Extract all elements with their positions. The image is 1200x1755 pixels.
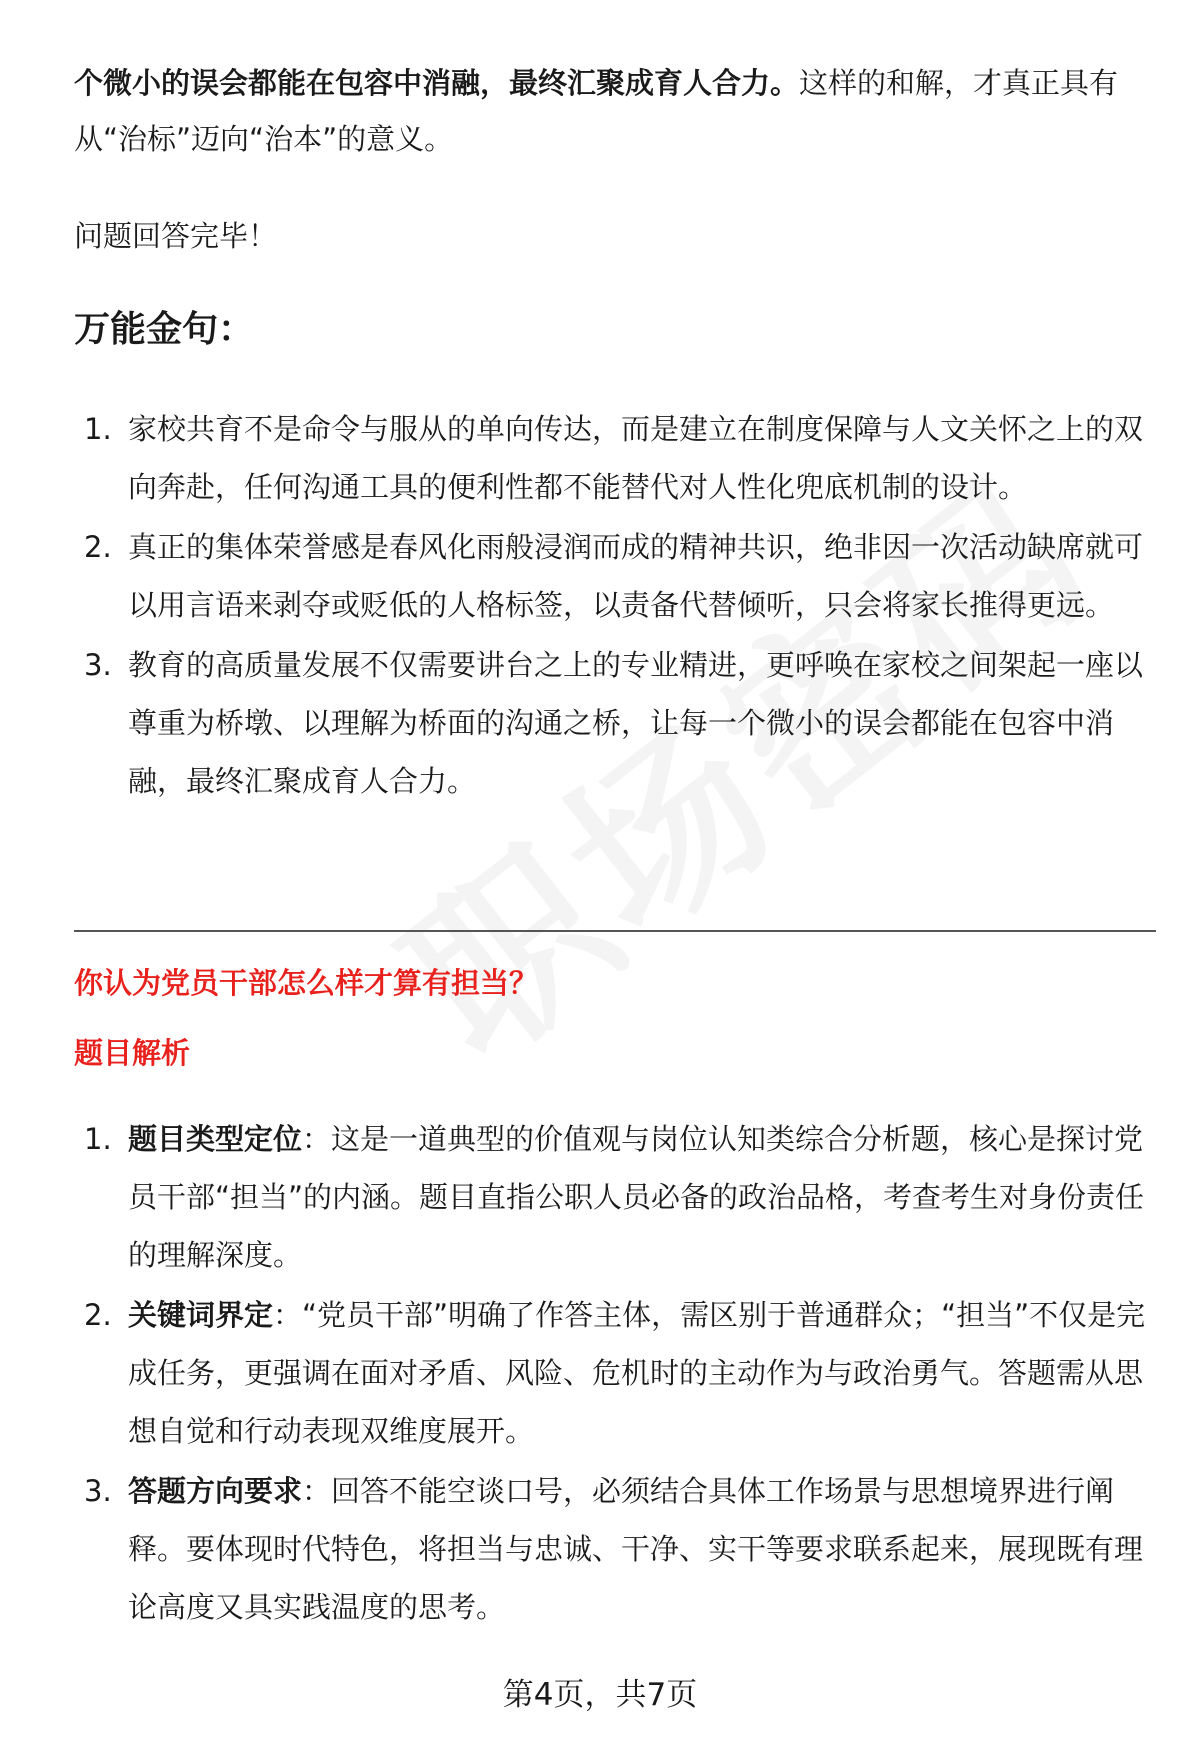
list-text: ：回答不能空谈口号，必须结合具体工作场景与思想境界进行阐释。要体现时代特色，将担当与忠诚、干净、实干等要求联系起来，展现既有理论高度又具实践温度的思考。 — [128, 1474, 1144, 1624]
list-text: 教育的高质量发展不仅需要讲台之上的专业精进，更呼唤在家校之间架起一座以尊重为桥墩、以理解为桥面的沟通之桥，让每一个微小的误会都能在包容中消融，最终汇聚成育人合力。 — [128, 648, 1144, 798]
golden-sentences-title: 万能金句： — [74, 309, 255, 350]
list-item — [74, 1286, 1156, 1460]
list-item — [74, 518, 1156, 634]
list-text: 真正的集体荣誉感是春风化雨般浸润而成的精神共识，绝非因一次活动缺席就可以用言语来剥夺或贬低的人格标签，以责备代替倾听，只会将家长推得更远。 — [128, 530, 1144, 622]
list-item — [74, 1110, 1156, 1284]
analysis-heading: 题目解析 — [74, 1036, 191, 1070]
list-number: 3. — [84, 648, 112, 682]
list-label: 关键词界定 — [128, 1298, 274, 1332]
intro-normal-text: 这样的和解，才真正具有从“治标”迈向“治本”的意义。 — [74, 66, 1119, 156]
list-label: 题目类型定位 — [128, 1122, 303, 1156]
analysis-list — [74, 1110, 1156, 1638]
list-item — [74, 636, 1156, 810]
question-heading: 你认为党员干部怎么样才算有担当？ — [74, 966, 539, 1000]
intro-paragraph — [74, 55, 1156, 167]
list-number: 2. — [84, 530, 112, 564]
list-label: 答题方向要求 — [128, 1474, 303, 1508]
list-item — [74, 1462, 1156, 1636]
list-item — [74, 400, 1156, 516]
list-number: 1. — [84, 412, 112, 446]
list-number: 2. — [84, 1298, 112, 1332]
list-number: 1. — [84, 1122, 112, 1156]
golden-sentences-list — [74, 400, 1156, 812]
page-footer: 第4页，共7页 — [502, 1677, 698, 1713]
list-number: 3. — [84, 1474, 112, 1508]
list-text: ：“党员干部”明确了作答主体，需区别于普通群众；“担当”不仅是完成任务，更强调在面对矛盾、风险、危机时的主动作为与政治勇气。答题需从思想自觉和行动表现双维度展开。 — [128, 1298, 1146, 1448]
section-divider — [74, 930, 1156, 932]
list-text: ：这是一道典型的价值观与岗位认知类综合分析题，核心是探讨党员干部“担当”的内涵。题目直指公职人员必备的政治品格，考查考生对身份责任的理解深度。 — [128, 1122, 1145, 1272]
done-text: 问题回答完毕！ — [74, 219, 278, 253]
intro-bold-text: 个微小的误会都能在包容中消融，最终汇聚成育人合力。 — [74, 66, 800, 100]
list-text: 家校共育不是命令与服从的单向传达，而是建立在制度保障与人文关怀之上的双向奔赴，任何沟通工具的便利性都不能替代对人性化兜底机制的设计。 — [128, 412, 1144, 504]
